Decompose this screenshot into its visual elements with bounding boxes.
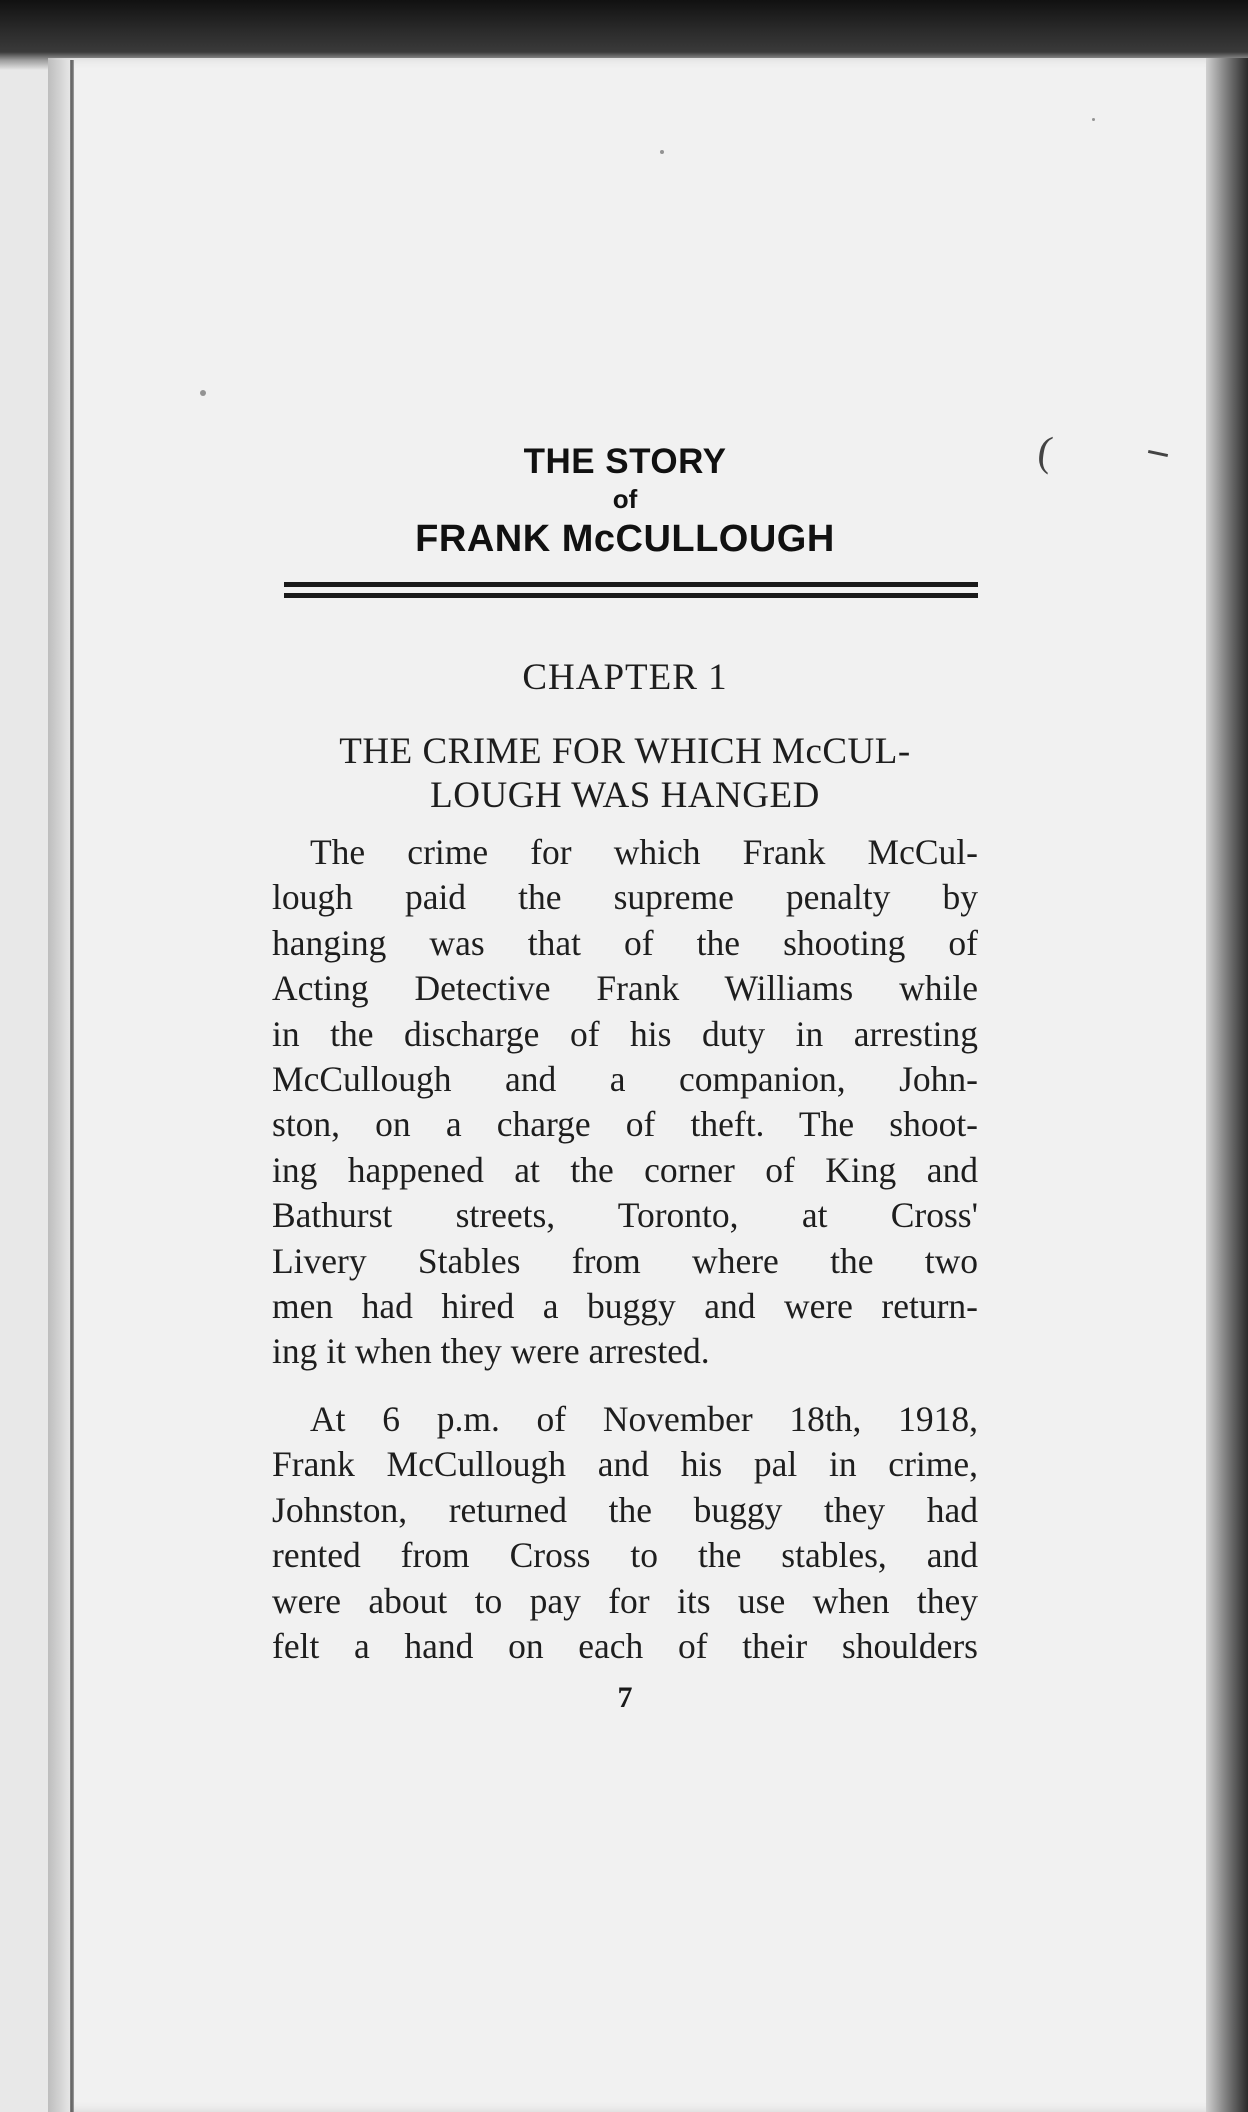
- page-right-edge: [1206, 58, 1248, 2112]
- paper-speck: [1092, 118, 1095, 121]
- text-line: At 6 p.m. of November 18th, 1918,: [310, 1398, 978, 1439]
- text-line: Acting Detective Frank Williams while: [272, 968, 978, 1009]
- text-line: The crime for which Frank McCul-: [310, 832, 978, 872]
- text-line: lough paid the supreme penalty by: [272, 877, 978, 918]
- page-content: [272, 440, 978, 1715]
- text-line: rented from Cross to the stables, and: [272, 1535, 978, 1576]
- chapter-title-line: THE CRIME FOR WHICH McCUL-: [339, 731, 911, 772]
- title-line-the-story: THE STORY: [523, 442, 727, 481]
- title-line-name: FRANK McCULLOUGH: [415, 518, 835, 560]
- title-line-of: of: [612, 484, 638, 514]
- text-line: ing it when they were arrested.: [272, 1331, 710, 1372]
- text-line: Bathurst streets, Toronto, at Cross': [272, 1195, 978, 1236]
- text-line: men had hired a buggy and were return-: [272, 1286, 978, 1327]
- text-line: ston, on a charge of theft. The shoot-: [272, 1104, 978, 1145]
- double-rule: [284, 582, 978, 598]
- chapter-title: [272, 730, 978, 818]
- chapter-title-line: LOUGH WAS HANGED: [430, 775, 820, 816]
- text-line: hanging was that of the shooting of: [272, 922, 978, 963]
- text-line: Frank McCullough and his pal in crime,: [272, 1444, 978, 1485]
- page-number: 7: [617, 1681, 633, 1715]
- book-title: [272, 440, 978, 564]
- paragraph-2: [272, 1397, 978, 1669]
- binding-gutter: [48, 60, 70, 2112]
- paragraph-1: [272, 830, 978, 1375]
- text-line: McCullough and a companion, John-: [272, 1059, 978, 1100]
- text-line: were about to pay for its use when they: [272, 1580, 978, 1621]
- text-line: in the discharge of his duty in arresting: [272, 1013, 978, 1054]
- margin-mark-paren: (: [1034, 428, 1056, 476]
- paper-speck: [200, 390, 206, 396]
- paper-speck: [660, 150, 664, 154]
- text-line: ing happened at the corner of King and: [272, 1149, 978, 1190]
- text-line: Johnston, returned the buggy they had: [272, 1489, 978, 1530]
- rule-line: [284, 593, 978, 598]
- chapter-heading: CHAPTER 1: [522, 657, 728, 698]
- binding-edge: [70, 60, 74, 2112]
- rule-line: [284, 582, 978, 587]
- text-line: felt a hand on each of their shoulders: [272, 1625, 978, 1666]
- text-line: Livery Stables from where the two: [272, 1240, 978, 1281]
